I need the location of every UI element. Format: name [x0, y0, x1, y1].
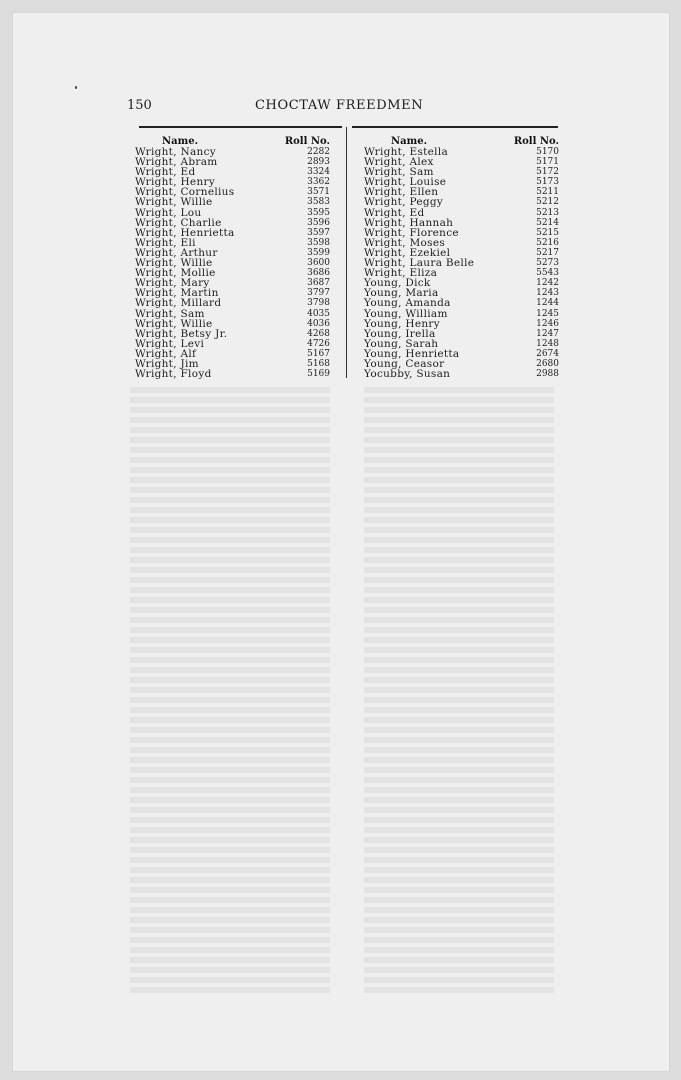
entry-name: Wright, Henrietta [135, 226, 235, 239]
entry-roll-number: 4035 [307, 308, 330, 319]
document-page [12, 12, 670, 1072]
entry-name: Wright, Sam [135, 307, 205, 320]
entry-roll-number: 1248 [536, 338, 559, 349]
entry-roll-number: 3571 [307, 187, 330, 198]
entry-roll-number: 5167 [307, 348, 330, 359]
page-number: 150 [127, 98, 152, 113]
entry-roll-number: 3595 [307, 207, 330, 218]
entry-name: Wright, Martin [135, 287, 219, 300]
entry-name: Wright, Floyd [135, 368, 212, 381]
column-divider [346, 127, 347, 378]
entry-roll-number: 4268 [307, 328, 330, 339]
entry-roll-number: 1242 [536, 278, 559, 289]
entry-name: Wright, Estella [364, 146, 449, 158]
page-header [127, 98, 547, 118]
entry-name: Wright, Nancy [135, 146, 216, 158]
entry-name: Wright, Henry [135, 176, 216, 189]
entry-roll-number: 3686 [307, 268, 330, 279]
roll-column-left [135, 136, 330, 379]
entry-name: Wright, Ezekiel [364, 246, 451, 259]
entry-roll-number: 3687 [307, 278, 330, 289]
roll-column-header: Roll No. [513, 136, 559, 147]
entry-roll-number: 5170 [536, 147, 559, 157]
entry-name: Wright, Abram [135, 156, 218, 169]
entry-roll-number: 1247 [536, 328, 559, 339]
entry-roll-number: 5216 [536, 237, 559, 248]
entry-roll-number: 1245 [536, 308, 559, 319]
entry-name: Wright, Willie [135, 317, 213, 330]
entry-roll-number: 5213 [536, 207, 559, 218]
entry-name: Wright, Willie [135, 257, 213, 270]
entry-name: Yocubby, Susan [364, 368, 451, 381]
ink-speck [75, 86, 77, 89]
entry-roll-number: 5543 [536, 268, 559, 279]
entry-name: Wright, Betsy Jr. [135, 327, 228, 340]
entry-roll-number: 5172 [536, 167, 559, 178]
entry-roll-number: 4726 [307, 338, 330, 349]
entry-roll-number: 5273 [536, 258, 559, 269]
entry-name: Wright, Alex [364, 156, 434, 169]
entry-name: Wright, Ellen [364, 186, 439, 199]
list-item [364, 369, 559, 379]
page-title: CHOCTAW FREEDMEN [255, 98, 424, 113]
entry-roll-number: 3598 [307, 237, 330, 248]
entry-name: Wright, Ed [364, 206, 425, 219]
entry-name: Wright, Charlie [135, 216, 222, 229]
bleed-through-left [130, 387, 330, 997]
entry-name: Wright, Cornelius [135, 186, 235, 199]
entry-roll-number: 4036 [307, 318, 330, 329]
entry-name: Wright, Florence [364, 226, 459, 239]
entry-roll-number: 1243 [536, 288, 559, 299]
entry-name: Wright, Levi [135, 337, 205, 350]
name-column-header: Name. [391, 136, 428, 147]
header-rule-right [352, 126, 558, 128]
entry-roll-number: 5212 [536, 197, 559, 208]
entry-roll-number: 3597 [307, 227, 330, 238]
entry-name: Wright, Mollie [135, 267, 216, 280]
entry-roll-number: 5217 [536, 247, 559, 258]
roll-column-right [364, 136, 559, 379]
entry-roll-number: 3596 [307, 217, 330, 228]
entry-name: Wright, Jim [135, 357, 199, 370]
entry-name: Wright, Mary [135, 277, 210, 290]
bleed-through-right [364, 387, 554, 997]
entry-name: Wright, Eliza [364, 267, 438, 280]
entry-roll-number: 5211 [536, 187, 559, 198]
entry-roll-number: 5169 [307, 369, 330, 380]
entry-name: Young, Maria [364, 287, 439, 300]
entry-list [135, 147, 330, 379]
entry-name: Wright, Peggy [364, 196, 444, 209]
list-item [135, 298, 330, 308]
entry-name: Young, William [364, 307, 448, 320]
entry-roll-number: 3362 [307, 177, 330, 188]
entry-name: Young, Ceasor [364, 357, 445, 370]
entry-roll-number: 3583 [307, 197, 330, 208]
entry-roll-number: 2680 [536, 358, 559, 369]
entry-roll-number: 3798 [307, 298, 330, 309]
entry-roll-number: 2893 [307, 157, 330, 168]
entry-roll-number: 2988 [536, 369, 559, 380]
entry-roll-number: 3599 [307, 247, 330, 258]
entry-roll-number: 5215 [536, 227, 559, 238]
entry-name: Wright, Eli [135, 236, 196, 249]
entry-name: Young, Sarah [364, 337, 439, 350]
entry-name: Wright, Arthur [135, 246, 218, 259]
entry-roll-number: 2674 [536, 348, 559, 359]
entry-name: Wright, Alf [135, 347, 197, 360]
name-column-header: Name. [162, 136, 199, 147]
entry-roll-number: 3797 [307, 288, 330, 299]
list-item [135, 369, 330, 379]
entry-name: Young, Henry [364, 317, 440, 330]
entry-roll-number: 5173 [536, 177, 559, 188]
entry-name: Young, Dick [364, 277, 431, 290]
entry-name: Wright, Millard [135, 297, 222, 310]
entry-roll-number: 1246 [536, 318, 559, 329]
entry-roll-number: 3324 [307, 167, 330, 178]
roll-column-header: Roll No. [284, 136, 330, 147]
entry-roll-number: 5214 [536, 217, 559, 228]
header-rule-left [139, 126, 342, 128]
entry-name: Wright, Lou [135, 206, 202, 219]
entry-name: Wright, Moses [364, 236, 446, 249]
entry-roll-number: 5168 [307, 358, 330, 369]
entry-name: Young, Henrietta [364, 347, 460, 360]
entry-roll-number: 2282 [307, 147, 330, 157]
entry-name: Wright, Laura Belle [364, 257, 475, 270]
entry-list [364, 147, 559, 379]
entry-name: Wright, Hannah [364, 216, 454, 229]
list-item [364, 298, 559, 308]
entry-name: Wright, Willie [135, 196, 213, 209]
entry-name: Wright, Ed [135, 166, 196, 179]
entry-name: Wright, Louise [364, 176, 447, 189]
entry-name: Young, Irella [364, 327, 436, 340]
entry-roll-number: 1244 [536, 298, 559, 309]
entry-name: Young, Amanda [364, 297, 451, 310]
entry-roll-number: 5171 [536, 157, 559, 168]
entry-roll-number: 3600 [307, 258, 330, 269]
entry-name: Wright, Sam [364, 166, 434, 179]
